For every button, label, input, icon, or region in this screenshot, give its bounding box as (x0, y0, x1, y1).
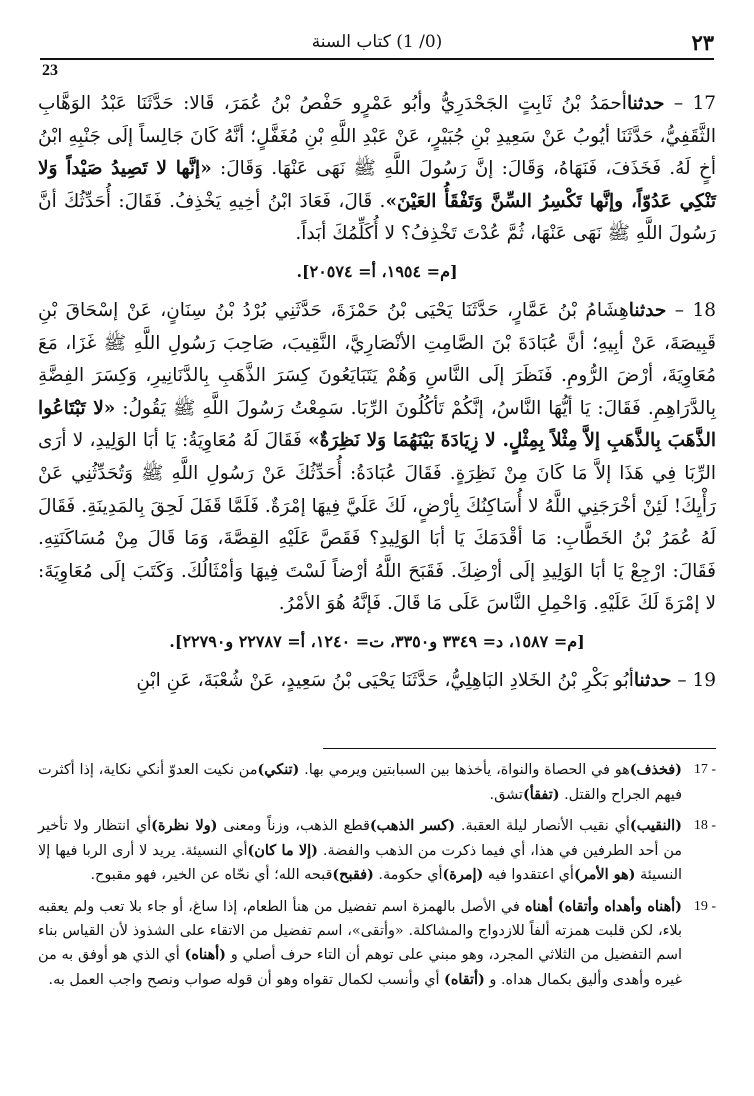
hadith-text: أبُو بَكْرِ بْنُ الخَلادِ البَاهِلِيُّ، حَدَّثَنَا يَحْيَى بْنُ سَعِيدٍ، عَنْ شُعْبَةَ، عَنِ ابْنِ (136, 669, 634, 691)
hadith-references: [م= ١٥٨٧، د= ٣٣٤٩ و٣٣٥٠، ت= ١٢٤٠، أ= ٢٢٧٨٧ و٢٢٧٩٠]. (169, 631, 585, 651)
hadith-number: 19 – (677, 669, 716, 691)
hadith-number: 18 – (674, 299, 716, 321)
footnote-gloss: هو في الحصاة والنواة، يأخذها بين السبابتين ويرمي بها. (299, 762, 630, 778)
header-row (40, 30, 714, 58)
footnote-gloss: أي النسيئة. يريد لا أرى الربا فيها إلا النسيئة (38, 842, 682, 884)
footnote-term: (أهناه وأهداه وأتقاه) (557, 897, 682, 915)
prophetic-saying: «لا تَبْتَاعُوا الذَّهَبَ بِالذَّهَبِ إلاَّ مِثْلاً بِمِثْلٍ. لا زِيَادَةَ بَيْنَهُمَا وَلا نَظِرَةٌ» (38, 397, 716, 452)
footnote-gloss: أي اعتقدوا فيه (483, 867, 574, 884)
hadith-18 (38, 295, 716, 621)
hadith-lead: حدثنا (628, 299, 667, 321)
footnote-term: (كسر الذهب) (369, 817, 456, 835)
latin-page-number: 23 (42, 62, 58, 79)
footnote-term: (إلا ما كان) (247, 841, 318, 859)
hadith-references: [م= ١٩٥٤، أ= ٢٠٥٧٤]. (296, 261, 458, 281)
hadith-text: أحمَدُ بْنُ ثَابِتٍ الجَحْدَرِيُّ وأبُو عَمْرٍو حَفْصُ بْنُ عُمَرَ، قَالا: حَدَّثَنَا عَبْدُ الوَهَّابِ الثَّقَفِيُّ، حَدَّثَنَا أيُوبُ عَنْ سَعِيدِ بْنِ جُبَيْرٍ، عَنْ عَبْدِ اللَّهِ بْنِ مُغَفَّلٍ؛ أنَّهُ كَانَ جَالِساً إلَى جَنْبِهِ ابْنُ أخٍ لَهُ. فَخَذَفَ، فَنَهَاهُ، وَقَالَ: إنَّ رَسُولَ اللَّهِ ﷺ نَهَى عَنْهَا. وَقَالَ: (38, 93, 716, 180)
footnote-gloss: من نكيت العدوّ أنكي نكاية، إذا أكثرت فيهم الجراح والقتل. (38, 762, 682, 803)
hadith-17 (38, 88, 716, 251)
footnote-term: (تفقأ) (522, 785, 560, 803)
footnote-term: (فخذف) (629, 761, 682, 778)
hadith-text: هِشَامُ بْنُ عَمَّارٍ، حَدَّثَنَا يَحْيَى بْنُ حَمْزَةَ، حَدَّثَنِي بُرْدُ بْنُ سِنَانٍ، عَنْ إسْحَاقَ بْنِ قَبِيصَةَ، عَنْ أبِيهِ؛ أنَّ عُبَادَةَ بْنَ الصَّامِتِ الأنْصَارِيَّ، النَّقِيبَ، صَاحِبَ رَسُولِ اللَّهِ ﷺ غَزَا، مَعَ مُعَاوِيَةَ، أرْضَ الرُّومِ. فَنَظَرَ إلَى النَّاسِ وَهُمْ يَتَبَايَعُونَ كِسَرَ الذَّهَبِ بِالدَّنَانِيرِ، وَكِسَرَ الفِضَّةِ بِالدَّرَاهِمِ. فَقَالَ: يَا أيُّهَا النَّاسُ، إنَّكُمْ تَأكُلُونَ الرِّبَا. سَمِعْتُ رَسُولَ اللَّهِ ﷺ يَقُولُ: (38, 299, 716, 419)
page-header (40, 26, 714, 84)
footnote-term: أهناه (524, 897, 553, 915)
hadith-text: فَقَالَ لَهُ مُعَاوِيَةُ: يَا أبَا الوَلِيدِ، لا أرَى الرِّبَا فِي هَذَا إلاَّ مَا كَانَ مِنْ نَظِرَةٍ. فَقَالَ عُبَادَةُ: أُحَدِّثُكَ عَنْ رَسُولِ اللَّهِ ﷺ وَتُحَدِّثُنِي عَنْ رَأْيِكَ! لَئِنْ أخْرَجَنِي اللَّهُ لا أُسَاكِنُكَ بِأرْضٍ، لَكَ عَلَيَّ فِيهَا إمْرَةٌ. فَلَمَّا قَفَلَ لَحِقَ بِالمَدِينَةِ. فَقَالَ لَهُ عُمَرُ بْنُ الخَطَّابِ: مَا أقْدَمَكَ يَا أبَا الوَلِيدِ؟ فَقَصَّ عَلَيْهِ القِصَّةَ، وَمَا قَالَ مِنْ مُسَاكَنَتِهِ. فَقَالَ: ارْجِعْ يَا أبَا الوَلِيدِ إلَى أرْضِكَ. فَقَبَحَ اللَّهُ أرْضاً لَسْتَ فِيهَا وَأمْثَالُكَ. وَكَتَبَ إلَى مُعَاوِيَةَ: لا إمْرَةَ لَكَ عَلَيْهِ. وَاحْمِلِ النَّاسَ عَلَى مَا قَالَ. فَإنَّهُ هُوَ الأمْرُ. (38, 430, 716, 615)
footnote-gloss: أي انتظار ولا تأخير من أحد الطرفين في هذا، أي فيما ذكرت من الذهب والفضة. (38, 818, 683, 859)
footnote-term: (أهناه) (184, 946, 226, 964)
prophetic-saying: «إنَّها لا تَصِيدُ صَيْداً وَلا تَنْكِي عَدُوّاً، وإنَّها تَكْسِرُ السِّنَّ وَتَفْقَأُ العَيْنَ» (38, 158, 716, 212)
hadith-lead: حدثنا (633, 669, 672, 691)
footnote-term: (ولا نظرة) (151, 817, 218, 835)
footnote-gloss: في الأصل بالهمزة اسم تفضيل من هنأ الطعام، إذا ساغ، أو جاء بلا تعب ولم يعقبه بلاء، لكن قلبت همزته ألفاً للازدواج والمشاكلة. «وأتقى»، اسم تفضيل من الاتقاء على الشذوذ لأن القياس بناء اسم التفضيل من الثلاثي المجرد، وهو مبني على توهم أن التاء حرف أصلي و (38, 898, 682, 964)
footnotes (38, 758, 716, 999)
header-rule (40, 58, 714, 60)
footnote-number: 17 - (693, 762, 716, 777)
footnote-gloss: قبحه الله؛ أي نحّاه عن الخير، فهو مقبوح. (90, 867, 333, 884)
footnote-gloss: أي وأنسب لكمال تقواه وهو أن قوله صواب ونصح واجب العمل به. (48, 971, 445, 988)
footnote-term: (النقيب) (629, 817, 682, 835)
footnote-number: 19 - (693, 898, 716, 914)
hadith-19 (38, 665, 716, 698)
footnote-gloss: أي حكومة. (373, 867, 443, 884)
footnote-gloss: تشق. (489, 786, 523, 803)
main-text (38, 88, 716, 706)
footnote-term: (إمرة) (442, 866, 484, 884)
arabic-page-number: ٢٣ (691, 30, 714, 55)
footnote-gloss: قطع الذهب، وزناً ومعنى (217, 818, 370, 835)
footnote-term: (تنكي) (257, 761, 300, 778)
chapter-title: (0/ 1) كتاب السنة (311, 32, 443, 52)
hadith-lead: حدثنا (626, 93, 665, 114)
footnote-18 (38, 814, 716, 888)
footnote-gloss: أي الذي هو أوفق به من غيره وأهدى وأليق بكمال هداه. و (38, 947, 682, 988)
hadith-number: 17 – (673, 93, 716, 114)
footnote-19 (38, 895, 716, 992)
footnote-17 (38, 758, 716, 807)
hadith-text: . قَالَ، فَعَادَ ابْنُ أخِيهِ يَخْذِفُ. فَقَالَ: أُحَدِّثُكَ أنَّ رَسُولَ اللَّهِ ﷺ نَهَى عَنْهَا، ثُمَّ عُدْتَ تَخْذِفُ؟ لا أُكَلِّمُكَ أبَداً. (38, 190, 716, 245)
footnote-term: (أتقاه) (444, 970, 485, 988)
footnote-term: (هو الأمر) (573, 866, 636, 884)
footnote-separator (323, 748, 716, 749)
footnote-gloss: أي نقيب الأنصار ليلة العقبة. (455, 818, 630, 835)
footnote-term: (فقبح) (332, 866, 374, 884)
footnote-number: 18 - (693, 818, 716, 834)
